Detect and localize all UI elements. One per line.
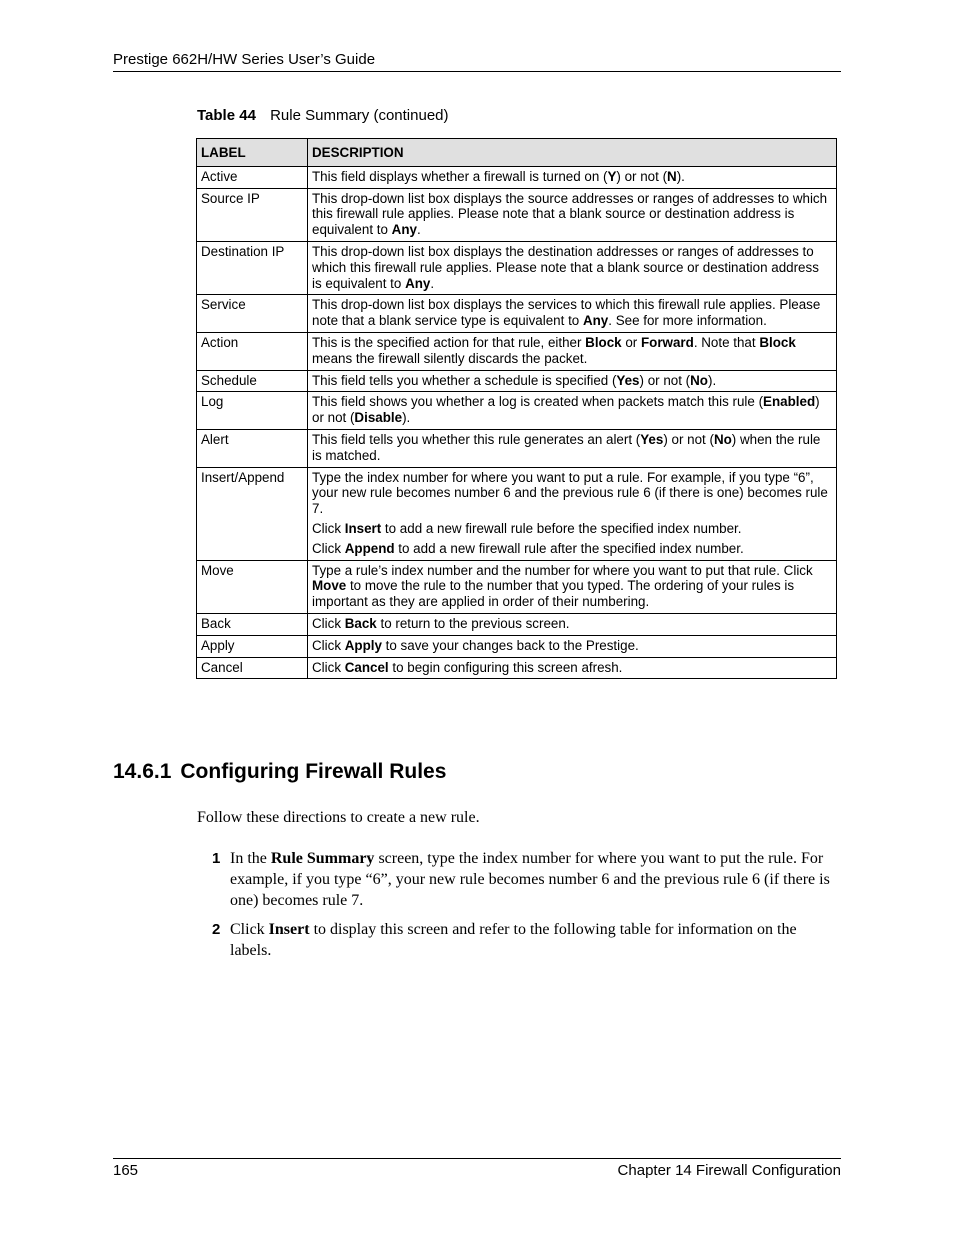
text-run: This drop-down list box displays the services to which this firewall rule applies. Please note that a blank service type is equivalent to [312, 297, 821, 329]
bold-term: Yes [616, 372, 640, 388]
text-run: . [416, 222, 421, 238]
row-label: Active [197, 166, 308, 188]
text-run: Click [312, 659, 345, 675]
row-description [308, 657, 837, 679]
column-header-description: DESCRIPTION [308, 139, 837, 167]
text-run: means the firewall silently discards the packet. [312, 350, 588, 366]
text-run: Click [312, 520, 345, 536]
text-run: This field tells you whether a schedule is specified ( [312, 372, 617, 388]
row-description [308, 295, 837, 333]
text-run: to add a new firewall rule after the specified index number. [394, 540, 744, 556]
table-caption-number: Table 44 [197, 107, 256, 124]
chapter-title: Chapter 14 Firewall Configuration [617, 1162, 841, 1179]
text-run: Click [230, 921, 269, 938]
text-run: This is the specified action for that rule, either [312, 334, 586, 350]
table-row [197, 635, 837, 657]
text-run: This drop-down list box displays the destination addresses or ranges of addresses to which this firewall rule applies. Please note that a blank source or destination address is equivalent to [312, 243, 819, 291]
bold-term: Any [391, 222, 417, 238]
step-item [197, 848, 841, 911]
row-description [308, 613, 837, 635]
text-run: ) or not ( [312, 394, 820, 426]
table-row [197, 429, 837, 467]
section-intro: Follow these directions to create a new rule. [197, 809, 480, 826]
text-run: Type a rule’s index number and the number for where you want to put that rule. Click [312, 562, 813, 578]
text-run: Click [312, 615, 345, 631]
text-run: ). [707, 372, 717, 388]
description-paragraph [312, 638, 831, 654]
text-run: to begin configuring this screen afresh. [388, 659, 623, 675]
step-item [197, 919, 841, 961]
bold-term: Apply [344, 637, 382, 653]
bold-term: Y [607, 168, 617, 184]
row-description [308, 332, 837, 370]
bold-term: Block [759, 334, 796, 350]
table-body [197, 166, 837, 679]
table-row [197, 188, 837, 241]
bold-term: Append [344, 540, 395, 556]
description-paragraph [312, 432, 831, 464]
row-label: Insert/Append [197, 467, 308, 560]
description-paragraph [312, 394, 831, 426]
text-run: ) or not ( [639, 372, 691, 388]
description-paragraph [312, 373, 831, 389]
row-label: Log [197, 392, 308, 430]
bold-term: Rule Summary [270, 850, 375, 867]
row-label: Alert [197, 429, 308, 467]
bold-term: Any [405, 275, 431, 291]
table-row [197, 467, 837, 560]
text-run: This field displays whether a firewall is turned on ( [312, 168, 608, 184]
table-row [197, 166, 837, 188]
row-description [308, 635, 837, 657]
description-paragraph [312, 660, 831, 676]
table-row [197, 392, 837, 430]
row-label: Cancel [197, 657, 308, 679]
row-label: Apply [197, 635, 308, 657]
instruction-steps [197, 848, 841, 969]
bold-term: Move [312, 578, 347, 594]
text-run: ) or not ( [616, 168, 668, 184]
rule-summary-table [196, 138, 837, 679]
text-run: This field shows you whether a log is created when packets match this rule ( [312, 394, 764, 410]
section-title: Configuring Firewall Rules [180, 760, 447, 783]
row-label: Service [197, 295, 308, 333]
table-row [197, 295, 837, 333]
running-header-title: Prestige 662H/HW Series User’s Guide [113, 51, 376, 68]
text-run: This field tells you whether this rule generates an alert ( [312, 431, 641, 447]
text-run: . [430, 275, 435, 291]
row-label: Back [197, 613, 308, 635]
text-run: ) when the rule is matched. [312, 431, 821, 463]
text-run: Type the index number for where you want to put a rule. For example, if you type “6”, your new rule becomes number 6 and the previous rule 6 (if there is one) becomes rule 7. [312, 469, 828, 517]
table-row [197, 370, 837, 392]
text-run: to display this screen and refer to the following table for information on the labels. [230, 921, 797, 959]
bold-term: Back [344, 615, 377, 631]
step-number: 2 [212, 921, 221, 938]
bold-term: No [713, 431, 732, 447]
row-description [308, 467, 837, 560]
text-run: In the [230, 850, 271, 867]
description-paragraph [312, 521, 831, 537]
row-label: Move [197, 560, 308, 613]
description-paragraph [312, 470, 831, 517]
bold-term: N [667, 168, 677, 184]
text-run: to save your changes back to the Prestige. [381, 637, 639, 653]
section-heading [113, 760, 446, 784]
step-number: 1 [212, 850, 221, 867]
table-caption [197, 107, 449, 124]
bold-term: Block [585, 334, 622, 350]
page-number: 165 [113, 1162, 139, 1179]
table-row [197, 332, 837, 370]
bold-term: Cancel [344, 659, 389, 675]
section-number: 14.6.1 [113, 760, 172, 783]
text-run: to move the rule to the number that you typed. The ordering of your rules is important as they are applied in order of their numbering. [312, 578, 795, 610]
description-paragraph [312, 191, 831, 238]
footer-divider [113, 1158, 841, 1159]
table-row [197, 613, 837, 635]
text-run: to add a new firewall rule before the specified index number. [381, 520, 742, 536]
row-description [308, 241, 837, 294]
text-run: ). [402, 410, 411, 426]
bold-term: Insert [268, 921, 310, 938]
row-label: Action [197, 332, 308, 370]
row-description [308, 560, 837, 613]
row-description [308, 188, 837, 241]
bold-term: Enabled [763, 394, 816, 410]
text-run: or [621, 334, 641, 350]
text-run: This drop-down list box displays the source addresses or ranges of addresses to which this firewall rule applies. Please note that a blank source or destination address is equivalent to [312, 190, 828, 238]
text-run: ) or not ( [663, 431, 714, 447]
text-run: Click [312, 637, 345, 653]
description-paragraph [312, 297, 831, 329]
description-paragraph [312, 169, 831, 185]
header-divider [113, 71, 841, 72]
table-row [197, 241, 837, 294]
bold-term: Disable [354, 410, 403, 426]
row-description [308, 370, 837, 392]
table-row [197, 657, 837, 679]
row-label: Schedule [197, 370, 308, 392]
text-run: ). [676, 168, 685, 184]
column-header-label: LABEL [197, 139, 308, 167]
bold-term: Any [582, 313, 609, 329]
text-run: Click [312, 540, 345, 556]
bold-term: Yes [640, 431, 664, 447]
bold-term: No [690, 372, 708, 388]
table-caption-title: Rule Summary (continued) [270, 107, 449, 124]
text-run: . Note that [693, 334, 760, 350]
bold-term: Forward [640, 334, 694, 350]
row-description [308, 429, 837, 467]
text-run: . See for more information. [608, 313, 767, 329]
bold-term: Insert [344, 520, 382, 536]
table-row [197, 560, 837, 613]
row-label: Destination IP [197, 241, 308, 294]
row-description [308, 166, 837, 188]
table-header-row [197, 139, 837, 167]
row-label: Source IP [197, 188, 308, 241]
description-paragraph [312, 541, 831, 557]
description-paragraph [312, 335, 831, 367]
text-run: screen, type the index number for where you want to put the rule. For example, if you type “6”, your new rule becomes number 6 and the previous rule 6 (if there is one) becomes rule 7. [230, 850, 830, 909]
text-run: to return to the previous screen. [376, 615, 570, 631]
row-description [308, 392, 837, 430]
description-paragraph [312, 563, 831, 610]
description-paragraph [312, 616, 831, 632]
description-paragraph [312, 244, 831, 291]
